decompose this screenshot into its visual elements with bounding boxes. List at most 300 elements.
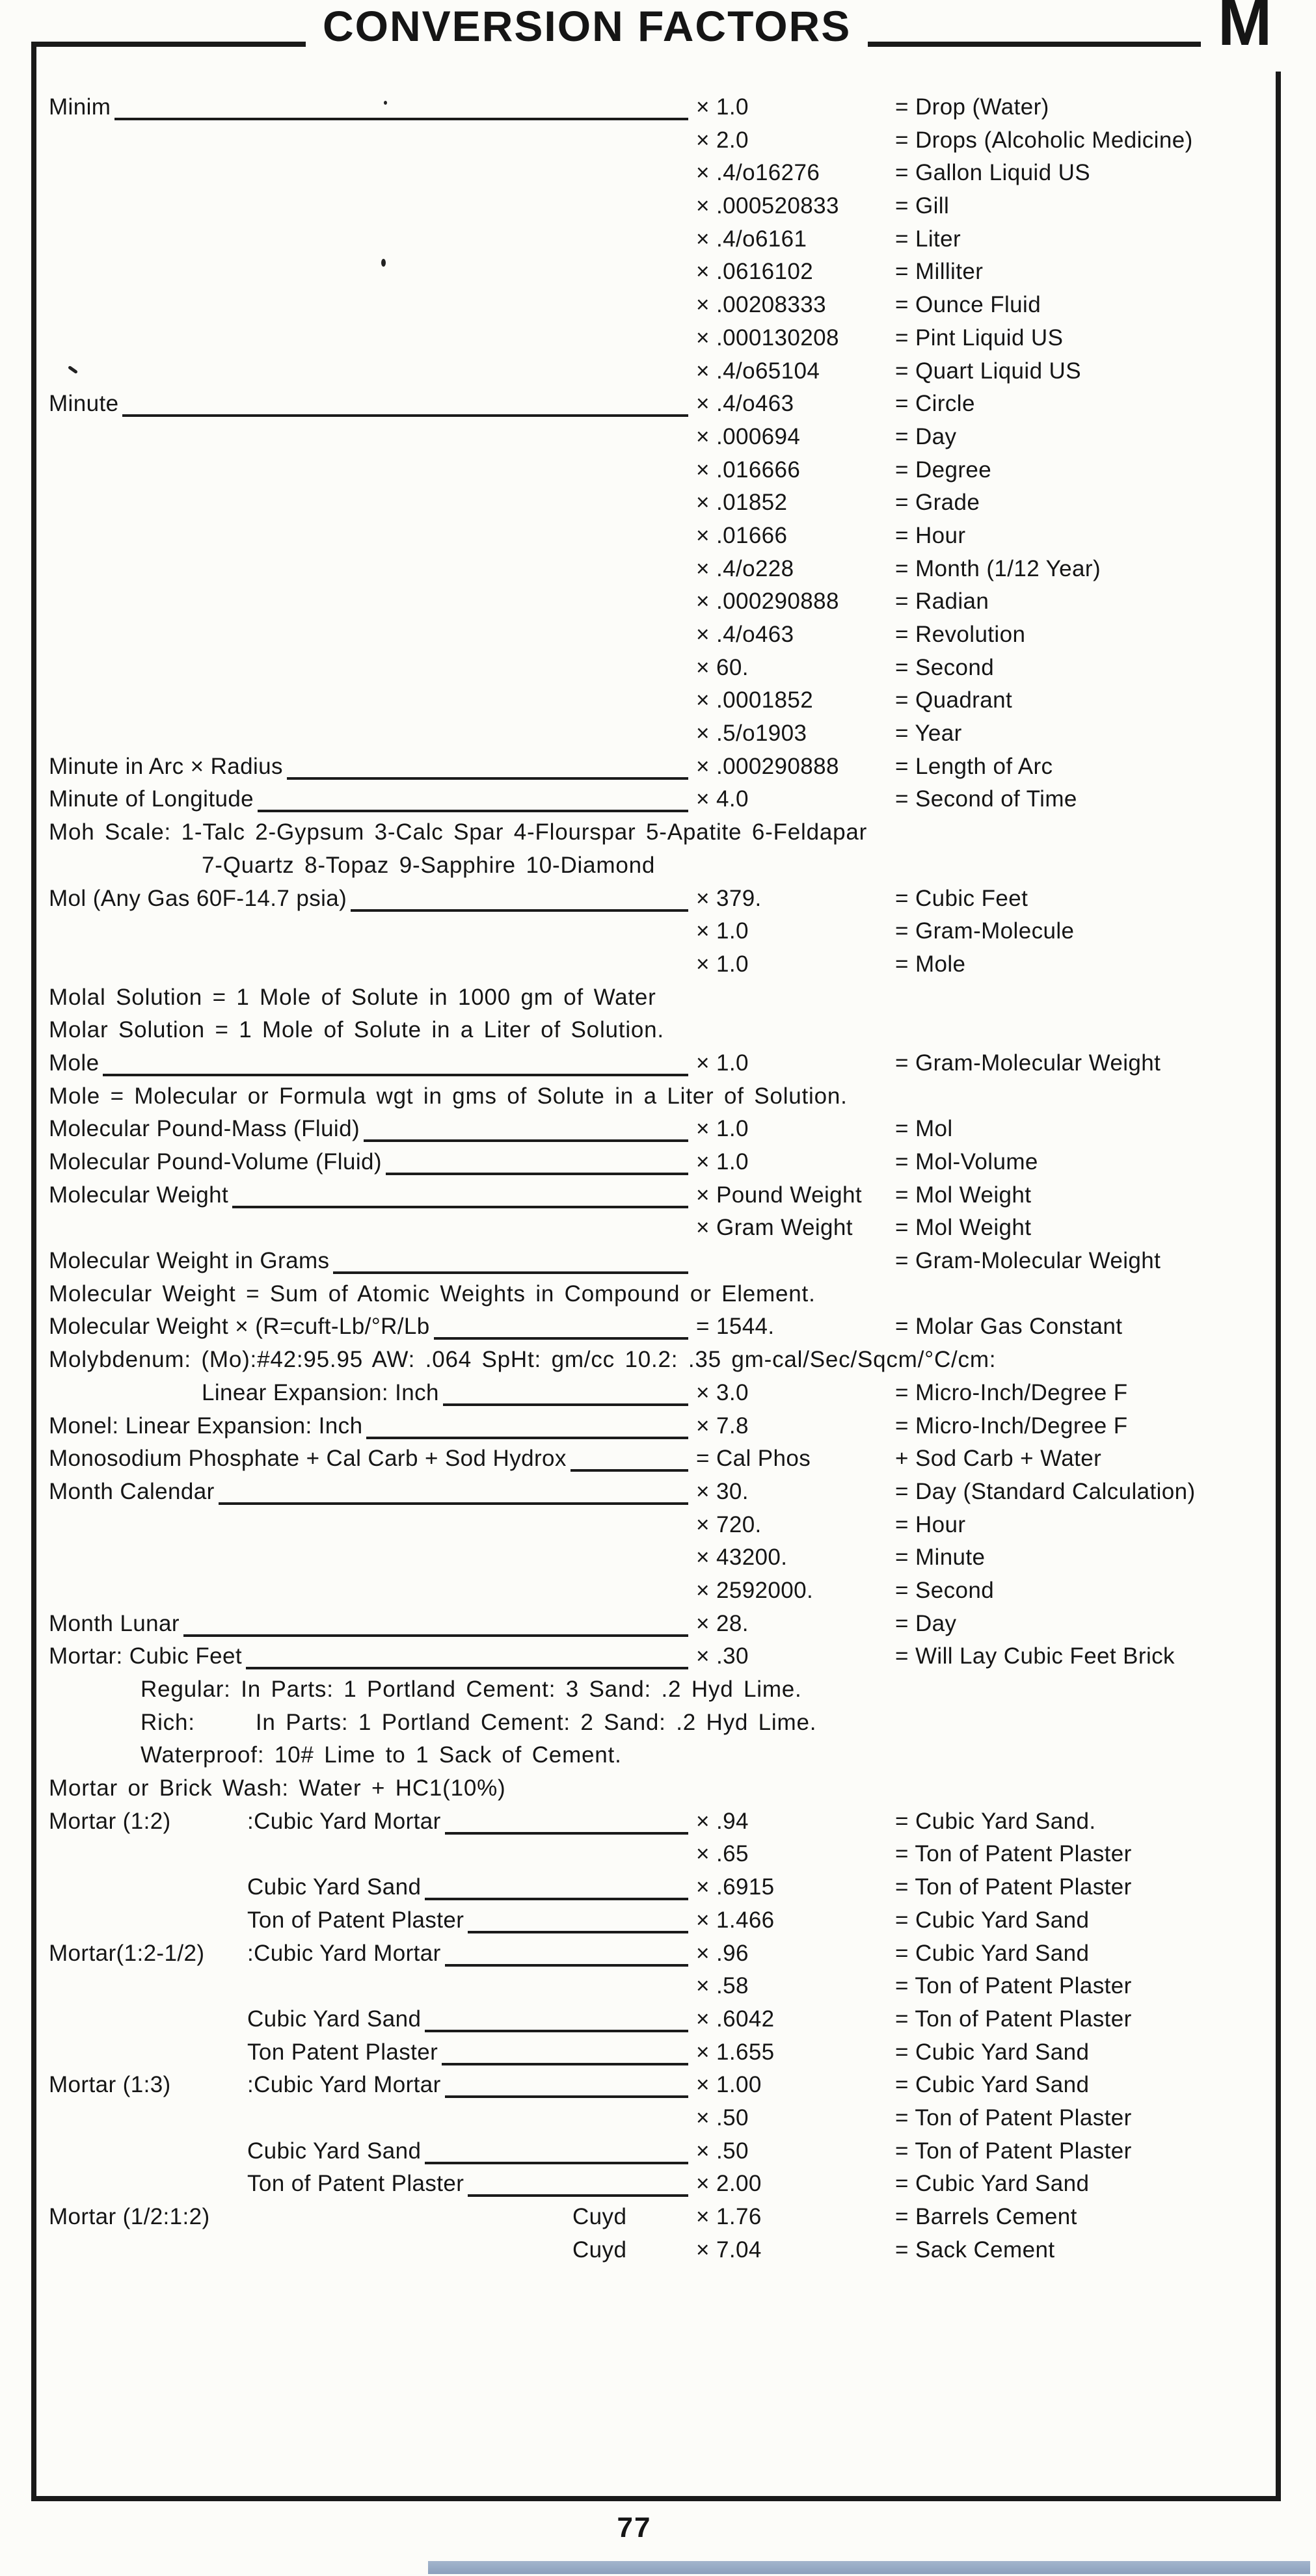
row-label: Minim — [49, 94, 111, 120]
text-row: Waterproof: 10# Lime to 1 Sack of Cement. — [141, 1742, 622, 1768]
row-left — [49, 190, 696, 223]
row-result: = Ton of Patent Plaster — [895, 1874, 1132, 1900]
row-factor: × .0001852 — [696, 687, 814, 713]
row-left — [49, 520, 696, 553]
row-label: Molecular Weight in Grams — [49, 1248, 330, 1274]
row-left — [49, 1442, 696, 1476]
row-left — [49, 1574, 696, 1608]
row-rule — [103, 1047, 688, 1076]
row-left — [49, 585, 696, 618]
conversion-row — [49, 1838, 1276, 1871]
conversion-row — [49, 1212, 1276, 1245]
row-left — [49, 1179, 696, 1212]
row-label: Minute of Longitude — [49, 786, 254, 812]
row-left — [49, 1608, 696, 1641]
row-result: = Length of Arc — [895, 753, 1053, 779]
row-result: = Cubic Yard Sand — [895, 1940, 1090, 1966]
conversion-row — [49, 1179, 1276, 1212]
row-sublabel: Ton of Patent Plaster — [247, 1907, 464, 1933]
row-sublabel: Cubic Yard Sand — [247, 2006, 422, 2032]
row-result: = Sack Cement — [895, 2237, 1055, 2263]
row-left — [49, 421, 696, 454]
row-factor: × 1.466 — [696, 1907, 775, 1933]
row-label — [49, 1871, 247, 1904]
row-result: = Hour — [895, 522, 966, 548]
conversion-row — [49, 486, 1276, 520]
row-left — [49, 717, 696, 750]
row-left — [49, 1113, 696, 1146]
conversion-row — [49, 157, 1276, 190]
row-left — [49, 915, 696, 948]
row-left — [49, 652, 696, 685]
row-result: = Second — [895, 1577, 995, 1603]
conversion-row — [49, 388, 1276, 421]
row-left — [49, 124, 696, 157]
row-label: Molecular Weight — [49, 1182, 229, 1208]
row-result: = Cubic Yard Sand — [895, 2039, 1090, 2065]
row-result: = Ton of Patent Plaster — [895, 1841, 1132, 1867]
row-factor: × 4.0 — [696, 786, 749, 812]
row-label — [49, 2168, 247, 2201]
row-label: Mortar (1:3) — [49, 2072, 171, 2098]
row-result: = Day (Standard Calculation) — [895, 1478, 1196, 1504]
conversion-row — [49, 124, 1276, 157]
row-factor: × 43200. — [696, 1545, 788, 1571]
conversion-row — [49, 618, 1276, 652]
row-unit: Cuyd — [572, 2204, 627, 2229]
row-factor: × 7.04 — [696, 2237, 762, 2263]
conversion-row — [49, 2201, 1276, 2234]
conversion-row — [49, 2003, 1276, 2036]
row-result: = Milliter — [895, 259, 984, 285]
row-factor: × .50 — [696, 2138, 749, 2164]
row-rule — [246, 1640, 688, 1669]
row-result: = Ton of Patent Plaster — [895, 1973, 1132, 1999]
conversion-row — [49, 915, 1276, 948]
conversion-row — [49, 2102, 1276, 2135]
row-rule — [445, 1805, 688, 1835]
section-letter: M — [1218, 0, 1272, 59]
row-label: Linear Expansion: Inch — [202, 1379, 439, 1405]
row-left — [49, 2201, 696, 2234]
row-left — [49, 948, 696, 981]
row-rule — [434, 1310, 688, 1340]
row-rule — [445, 1937, 688, 1967]
row-result: = Quart Liquid US — [895, 358, 1081, 384]
row-left — [49, 553, 696, 586]
row-label: Monosodium Phosphate + Cal Carb + Sod Hydrox — [49, 1446, 567, 1472]
conversion-row — [49, 289, 1276, 322]
row-result: = Mol Weight — [895, 1182, 1032, 1208]
row-result: = Pint Liquid US — [895, 325, 1064, 351]
row-result: = Molar Gas Constant — [895, 1314, 1123, 1340]
row-left — [49, 355, 696, 388]
row-result: = Radian — [895, 589, 989, 615]
row-left — [49, 1904, 696, 1937]
row-factor: × 2.00 — [696, 2171, 762, 2197]
row-rule — [468, 1904, 688, 1933]
row-left — [49, 684, 696, 717]
row-left — [49, 1937, 696, 1971]
row-unit: Cuyd — [572, 2237, 627, 2263]
row-factor: × .000130208 — [696, 325, 839, 351]
row-result: = Year — [895, 721, 962, 747]
row-factor: = 1544. — [696, 1314, 775, 1340]
row-left — [49, 223, 696, 256]
row-label — [49, 2234, 572, 2267]
row-left — [49, 2234, 696, 2267]
row-result: = Drop (Water) — [895, 94, 1049, 120]
conversion-row — [49, 1937, 1276, 1971]
row-factor: × Pound Weight — [696, 1182, 862, 1208]
conversion-row — [49, 1805, 1276, 1839]
row-factor: × 7.8 — [696, 1413, 749, 1439]
row-result: = Mol-Volume — [895, 1149, 1038, 1175]
text-row: Mole = Molecular or Formula wgt in gms of Solute in a Liter of Solution. — [49, 1083, 848, 1109]
conversion-row — [49, 1509, 1276, 1542]
conversion-row — [49, 2234, 1276, 2267]
row-factor: × 1.0 — [696, 918, 749, 944]
conversion-row — [49, 190, 1276, 223]
row-label: Mortar: Cubic Feet — [49, 1643, 243, 1669]
conversion-row — [49, 520, 1276, 553]
row-factor: × .4/o16276 — [696, 160, 820, 186]
row-factor: × 1.0 — [696, 1050, 749, 1076]
row-result: = Ton of Patent Plaster — [895, 2105, 1132, 2131]
row-left — [49, 2168, 696, 2201]
row-factor: × .01852 — [696, 490, 788, 516]
conversion-row — [49, 652, 1276, 685]
row-result: = Gram-Molecule — [895, 918, 1075, 944]
row-result: = Will Lay Cubic Feet Brick — [895, 1643, 1175, 1669]
text-row: Molecular Weight = Sum of Atomic Weights in Compound or Element. — [49, 1281, 816, 1307]
row-rule — [232, 1179, 688, 1208]
conversion-row — [49, 454, 1276, 487]
row-factor: × 1.655 — [696, 2039, 775, 2065]
row-factor: = Cal Phos — [696, 1446, 811, 1472]
conversion-row — [49, 2135, 1276, 2168]
page-number: 77 — [617, 2512, 652, 2543]
row-label: Mortar (1/2:1:2) — [49, 2204, 210, 2229]
row-rule — [219, 1476, 688, 1505]
row-label: Minute in Arc × Radius — [49, 753, 283, 779]
conversion-row — [49, 1113, 1276, 1146]
row-factor: × 1.00 — [696, 2072, 762, 2098]
row-left — [49, 454, 696, 487]
row-left — [49, 1377, 696, 1410]
conversion-row — [49, 684, 1276, 717]
conversion-row — [49, 1410, 1276, 1443]
row-result: = Drops (Alcoholic Medicine) — [895, 127, 1193, 153]
row-factor: × .0616102 — [696, 259, 814, 285]
row-factor: × .016666 — [696, 457, 801, 483]
row-rule — [386, 1146, 688, 1175]
page-title: CONVERSION FACTORS — [306, 1, 868, 51]
row-label: Molecular Weight × (R=cuft-Lb/°R/Lb — [49, 1314, 430, 1340]
row-left — [49, 1640, 696, 1673]
row-factor: × .30 — [696, 1643, 749, 1669]
conversion-row — [49, 883, 1276, 916]
row-left — [49, 256, 696, 289]
conversion-row — [49, 1574, 1276, 1608]
row-result: = Revolution — [895, 622, 1026, 647]
row-factor: × 60. — [696, 654, 749, 680]
row-factor: × .4/o463 — [696, 622, 794, 647]
row-left — [49, 1509, 696, 1542]
row-factor: × .000290888 — [696, 589, 839, 615]
conversion-table — [49, 91, 1276, 2266]
row-result: = Cubic Yard Sand. — [895, 1808, 1096, 1834]
row-factor: × 28. — [696, 1610, 749, 1636]
row-rule — [468, 2168, 688, 2197]
row-left — [49, 388, 696, 421]
conversion-row — [49, 322, 1276, 355]
row-result: = Minute — [895, 1545, 986, 1571]
row-rule — [122, 388, 688, 417]
row-left — [49, 2003, 696, 2036]
row-left — [49, 2135, 696, 2168]
row-result: = Ounce Fluid — [895, 292, 1041, 318]
row-result: = Cubic Yard Sand — [895, 2072, 1090, 2098]
conversion-row — [49, 585, 1276, 618]
row-left — [49, 2102, 696, 2135]
conversion-row — [49, 223, 1276, 256]
row-left — [49, 618, 696, 652]
row-rule — [442, 2036, 688, 2065]
row-factor: × .000520833 — [696, 193, 839, 219]
conversion-row — [49, 1476, 1276, 1509]
row-factor: × .6042 — [696, 2006, 775, 2032]
row-rule — [114, 91, 688, 120]
text-row: Molar Solution = 1 Mole of Solute in a Liter of Solution. — [49, 1017, 664, 1043]
row-sublabel: Ton Patent Plaster — [247, 2039, 438, 2065]
conversion-row — [49, 1146, 1276, 1179]
row-label — [49, 2036, 247, 2069]
conversion-row — [49, 1541, 1276, 1574]
row-result: = Micro-Inch/Degree F — [895, 1379, 1128, 1405]
row-left — [49, 157, 696, 190]
row-left — [49, 322, 696, 355]
row-result: = Gill — [895, 193, 950, 219]
conversion-row — [49, 553, 1276, 586]
text-row: 7-Quartz 8-Topaz 9-Sapphire 10-Diamond — [202, 852, 656, 878]
row-result: = Second — [895, 654, 995, 680]
row-rule — [333, 1245, 688, 1274]
row-sublabel: :Cubic Yard Mortar — [247, 1808, 441, 1834]
row-left — [49, 2069, 696, 2102]
conversion-row — [49, 1640, 1276, 1673]
row-label — [49, 2003, 247, 2036]
row-rule — [351, 883, 688, 912]
conversion-row — [49, 1377, 1276, 1410]
row-result: = Day — [895, 1610, 957, 1636]
conversion-row — [49, 256, 1276, 289]
row-left — [49, 2036, 696, 2069]
row-sublabel: Cubic Yard Sand — [247, 1874, 422, 1900]
row-label — [49, 1904, 247, 1937]
row-result: = Mol Weight — [895, 1215, 1032, 1241]
conversion-row — [49, 1608, 1276, 1641]
row-label: Molecular Pound-Mass (Fluid) — [49, 1116, 360, 1142]
row-factor: × 3.0 — [696, 1379, 749, 1405]
row-rule — [571, 1442, 688, 1472]
row-rule — [425, 2003, 688, 2032]
row-factor: × .96 — [696, 1940, 749, 1966]
row-factor: × .50 — [696, 2105, 749, 2131]
row-rule — [425, 1871, 688, 1900]
row-factor: × .94 — [696, 1808, 749, 1834]
row-left — [49, 1310, 696, 1344]
row-left — [49, 1410, 696, 1443]
row-result: = Micro-Inch/Degree F — [895, 1413, 1128, 1439]
row-result: = Day — [895, 423, 957, 449]
row-factor: × .4/o6161 — [696, 226, 807, 252]
row-result: = Cubic Yard Sand — [895, 1907, 1090, 1933]
row-label: Molecular Pound-Volume (Fluid) — [49, 1149, 382, 1175]
row-rule — [443, 1377, 688, 1406]
row-rule — [183, 1608, 688, 1637]
row-result: = Degree — [895, 457, 992, 483]
row-label: Monel: Linear Expansion: Inch — [49, 1413, 363, 1439]
conversion-row — [49, 1245, 1276, 1278]
row-result: = Second of Time — [895, 786, 1077, 812]
text-row: Rich: In Parts: 1 Portland Cement: 2 Sand: .2 Hyd Lime. — [141, 1709, 817, 1735]
row-result: = Mole — [895, 951, 966, 977]
row-factor: × Gram Weight — [696, 1215, 853, 1241]
row-factor: × .000694 — [696, 423, 801, 449]
row-result: = Gram-Molecular Weight — [895, 1050, 1161, 1076]
row-left — [49, 91, 696, 124]
conversion-row — [49, 1442, 1276, 1476]
conversion-row — [49, 948, 1276, 981]
row-factor: × 2.0 — [696, 127, 749, 153]
conversion-row — [49, 1970, 1276, 2003]
row-left — [49, 1805, 696, 1839]
row-result: = Ton of Patent Plaster — [895, 2138, 1132, 2164]
text-row: Molybdenum: (Mo):#42:95.95 AW: .064 SpHt: gm/cc 10.2: .35 gm-cal/Sec/Sqcm/°C/cm: — [49, 1347, 997, 1373]
row-label: Month Calendar — [49, 1478, 215, 1504]
conversion-row — [49, 1871, 1276, 1904]
conversion-row — [49, 1310, 1276, 1344]
row-left — [49, 783, 696, 816]
row-left — [49, 1838, 696, 1871]
row-sublabel: Ton of Patent Plaster — [247, 2171, 464, 2197]
row-factor: × .58 — [696, 1973, 749, 1999]
row-factor: × .000290888 — [696, 753, 839, 779]
row-result: = Grade — [895, 490, 980, 516]
row-result: = Gram-Molecular Weight — [895, 1248, 1161, 1274]
row-result: = Liter — [895, 226, 961, 252]
row-result: = Cubic Yard Sand — [895, 2171, 1090, 2197]
conversion-row — [49, 783, 1276, 816]
row-label: Mole — [49, 1050, 100, 1076]
text-row: Mortar or Brick Wash: Water + HC1(10%) — [49, 1775, 506, 1801]
row-left — [49, 1871, 696, 1904]
row-result: = Ton of Patent Plaster — [895, 2006, 1132, 2032]
conversion-row — [49, 2036, 1276, 2069]
bottom-scan-strip — [428, 2561, 1310, 2574]
conversion-row — [49, 91, 1276, 124]
row-factor: × .00208333 — [696, 292, 827, 318]
row-label: Minute — [49, 391, 119, 417]
row-left — [49, 1476, 696, 1509]
row-label: Mol (Any Gas 60F-14.7 psia) — [49, 885, 347, 911]
row-result: = Barrels Cement — [895, 2204, 1077, 2229]
row-factor: × .01666 — [696, 522, 788, 548]
row-factor: × 1.76 — [696, 2204, 762, 2229]
row-sublabel: :Cubic Yard Mortar — [247, 1940, 441, 1966]
text-row: Moh Scale: 1-Talc 2-Gypsum 3-Calc Spar 4-Flourspar 5-Apatite 6-Feldapar — [49, 819, 868, 845]
row-factor: × 1.0 — [696, 1116, 749, 1142]
text-row: Regular: In Parts: 1 Portland Cement: 3 Sand: .2 Hyd Lime. — [141, 1677, 802, 1702]
conversion-row — [49, 2069, 1276, 2102]
text-row: Molal Solution = 1 Mole of Solute in 1000 gm of Water — [49, 984, 656, 1010]
row-factor: × 1.0 — [696, 951, 749, 977]
conversion-row — [49, 1904, 1276, 1937]
row-left — [49, 1146, 696, 1179]
row-sublabel: Cubic Yard Sand — [247, 2138, 422, 2164]
row-factor: × .4/o463 — [696, 391, 794, 417]
row-left — [49, 1212, 696, 1245]
row-factor: × 1.0 — [696, 94, 749, 120]
row-result: = Month (1/12 Year) — [895, 555, 1101, 581]
row-label: Mortar(1:2-1/2) — [49, 1940, 205, 1966]
conversion-row — [49, 717, 1276, 750]
row-factor: × 720. — [696, 1511, 762, 1537]
row-rule — [366, 1410, 688, 1439]
row-rule — [258, 783, 688, 812]
row-result: = Quadrant — [895, 687, 1013, 713]
row-left — [49, 750, 696, 784]
conversion-row — [49, 750, 1276, 784]
row-result: = Mol — [895, 1116, 953, 1142]
row-label — [49, 2135, 247, 2168]
row-rule — [425, 2135, 688, 2164]
conversion-row — [49, 1047, 1276, 1080]
row-factor: × 1.0 — [696, 1149, 749, 1175]
row-rule — [364, 1113, 688, 1142]
row-left — [49, 1970, 696, 2003]
row-left — [49, 1047, 696, 1080]
row-label: Mortar (1:2) — [49, 1808, 171, 1834]
row-factor: × .4/o228 — [696, 555, 794, 581]
row-result: = Gallon Liquid US — [895, 160, 1091, 186]
row-label: Month Lunar — [49, 1610, 180, 1636]
conversion-row — [49, 2168, 1276, 2201]
row-result: = Cubic Feet — [895, 885, 1028, 911]
row-result: = Circle — [895, 391, 975, 417]
row-rule — [445, 2069, 688, 2098]
conversion-row — [49, 421, 1276, 454]
row-left — [49, 289, 696, 322]
row-factor: × .5/o1903 — [696, 721, 807, 747]
row-factor: × 2592000. — [696, 1577, 814, 1603]
row-result: + Sod Carb + Water — [895, 1446, 1102, 1472]
row-factor: × .6915 — [696, 1874, 775, 1900]
row-factor: × 30. — [696, 1478, 749, 1504]
row-sublabel: :Cubic Yard Mortar — [247, 2072, 441, 2098]
row-left — [49, 1245, 696, 1278]
row-left — [49, 486, 696, 520]
row-left — [49, 1541, 696, 1574]
row-left — [49, 883, 696, 916]
row-factor: × .4/o65104 — [696, 358, 820, 384]
row-factor: × .65 — [696, 1841, 749, 1867]
row-rule — [287, 750, 688, 780]
conversion-row — [49, 355, 1276, 388]
row-result: = Hour — [895, 1511, 966, 1537]
row-factor: × 379. — [696, 885, 762, 911]
